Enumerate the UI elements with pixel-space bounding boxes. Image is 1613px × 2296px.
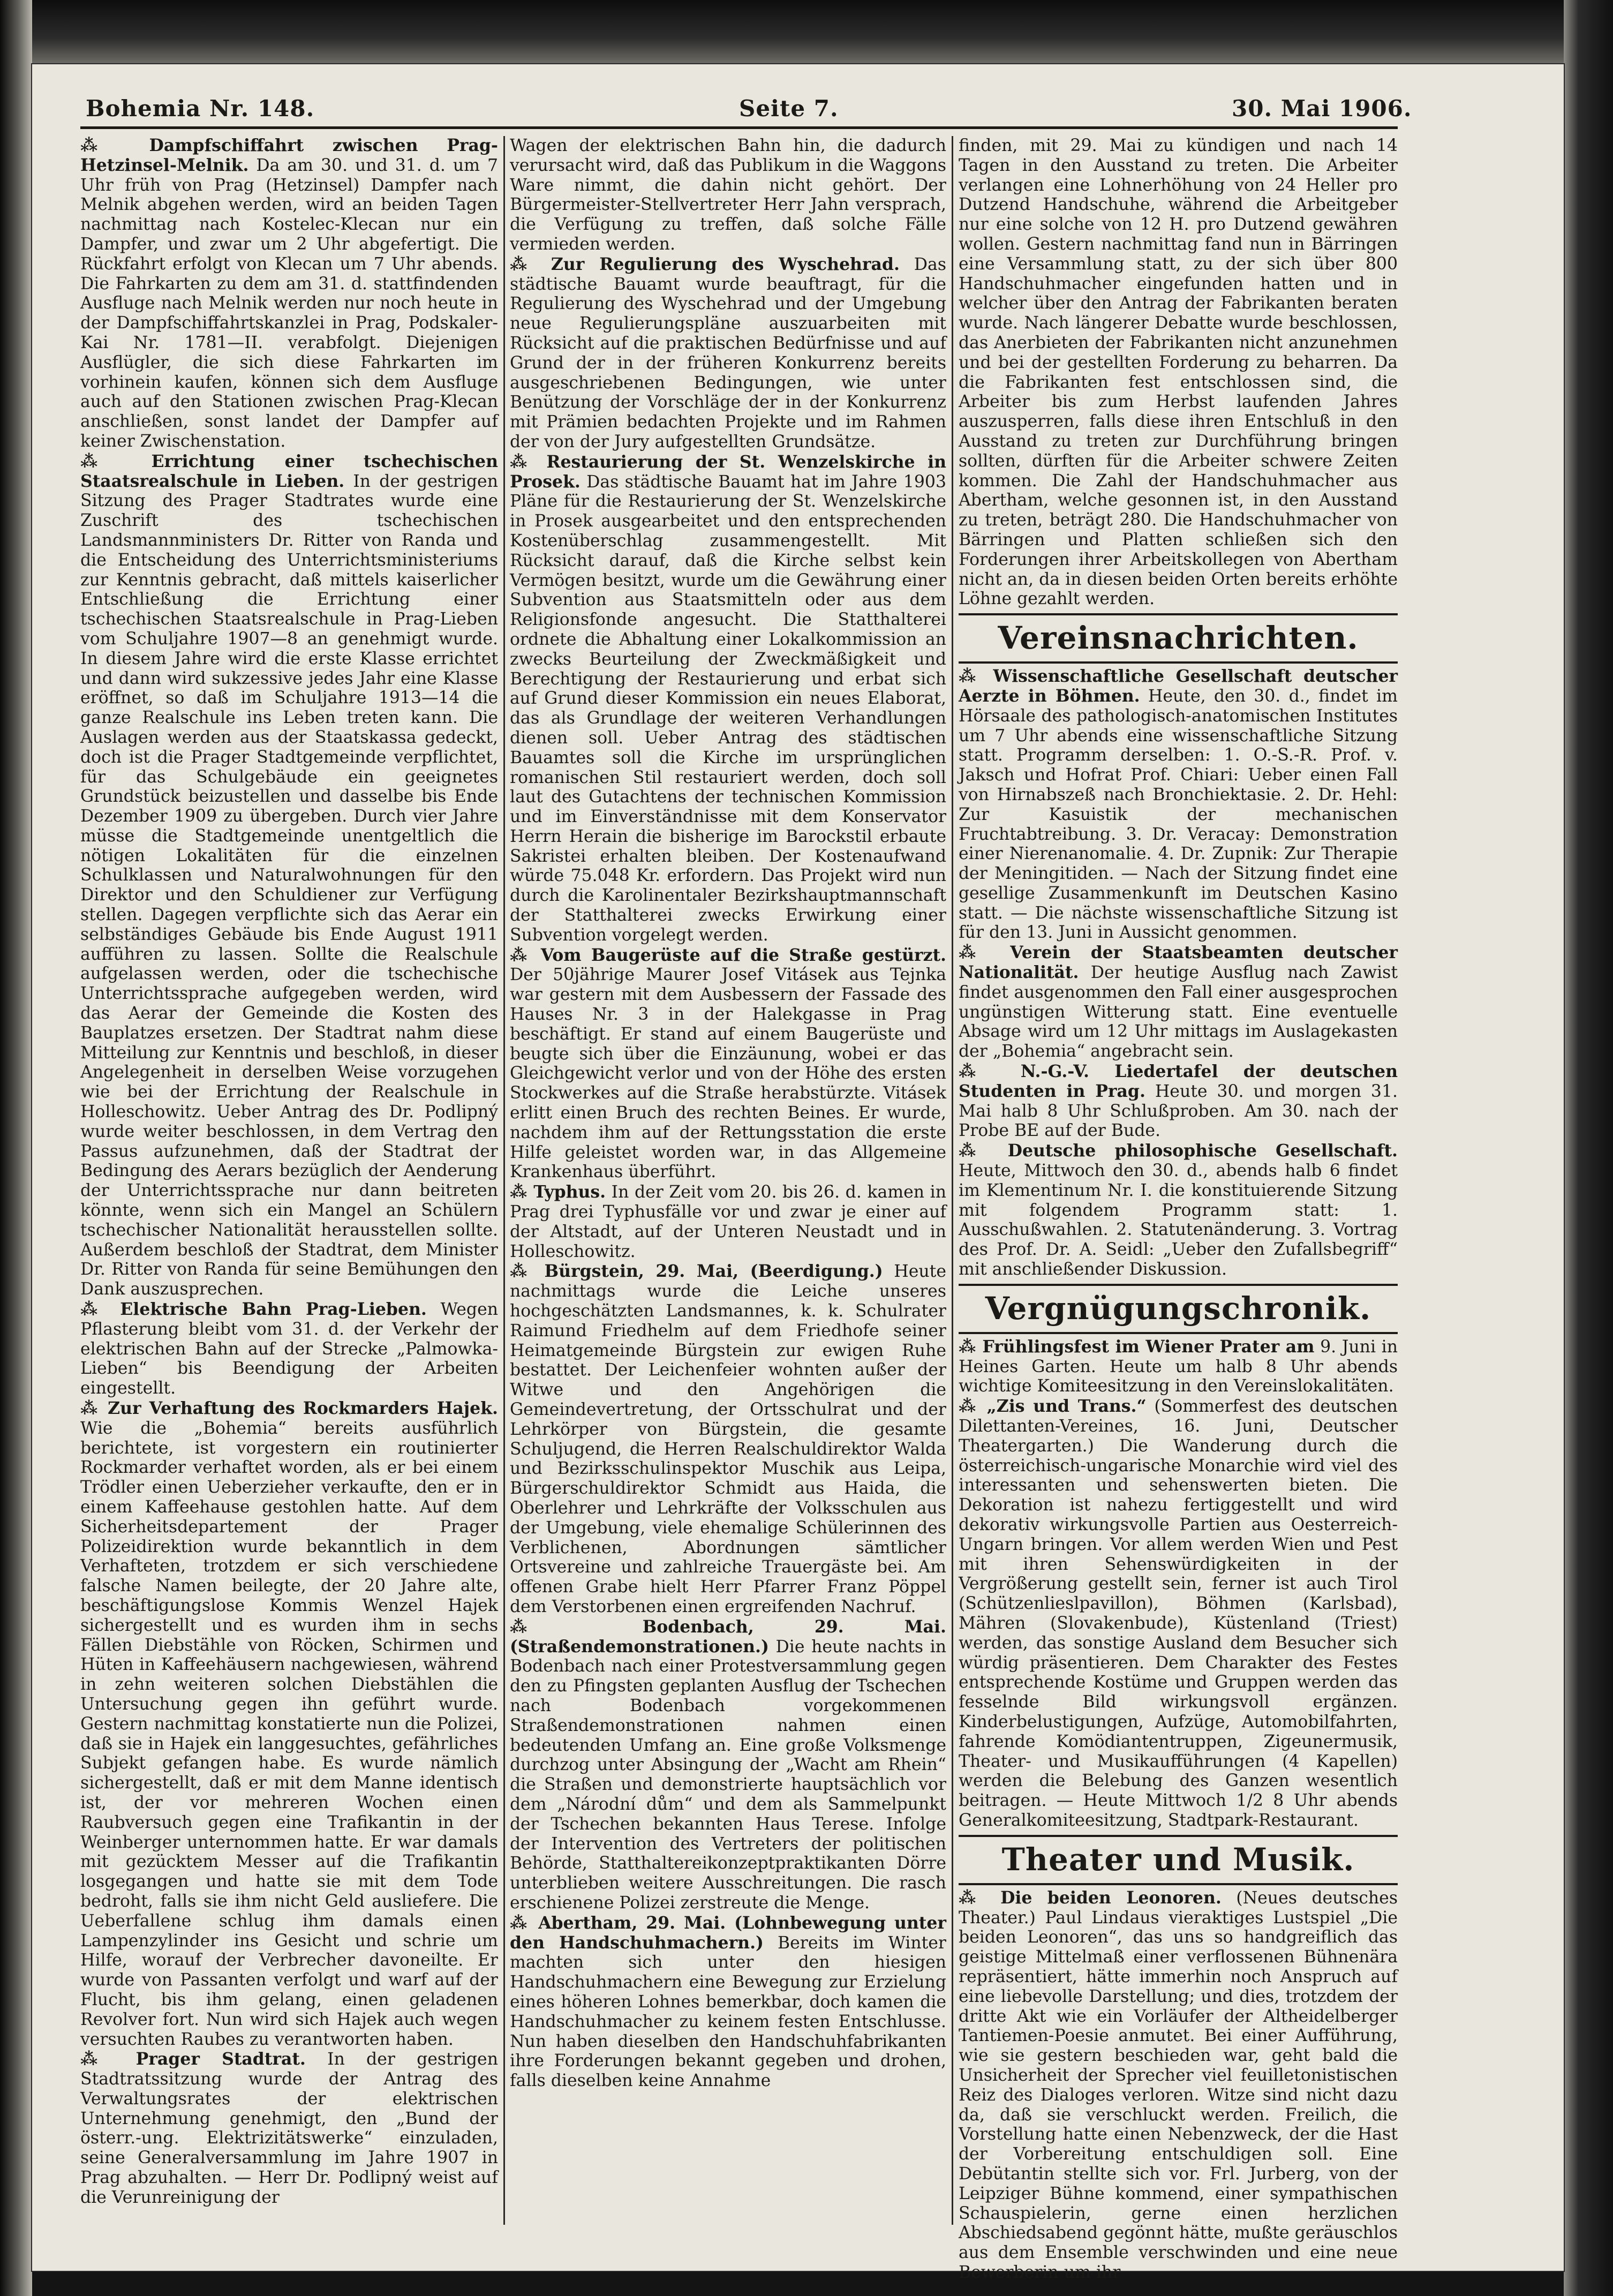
article-text: Das städtische Bauamt hat im Jahre 1903 Pläne für die Restaurierung der St. Wenzelskirche in Prosek ausgearbeitet und den entsprechenden Kostenüberschlag zusammengestellt. Mit Rücksicht darauf, daß die Kirche selbst kein Vermögen besitzt, wurde um die Gewährung einer Subvention aus Staatsmitteln oder aus dem Religionsfonde angesucht. Die Statthalterei ordnete die Abhaltung einer Lokalkommission an zwecks Beurteilung der Zweckmäßigkeit und Berechtigung der Restaurierung und erbat sich auf Grund dieser Kommission ein neues Elaborat, das als Grundlage der weiteren Verhandlungen dienen soll. Ueber Antrag des städtischen Bauamtes soll die Kirche im ursprünglichen romanischen Stil restauriert werden, doch soll laut des Gutachtens der technischen Kommission und im Einverständnisse mit dem Konservator Herrn Herain die bisherige im Barockstil erbaute Sakristei erhalten bleiben. Der Kostenaufwand würde 75.048 Kr. erfordern. Das Projekt wird nun durch die Karolinentaler Bezirkshauptmannschaft der Statthalterei zwecks Erwirkung einer Subvention vorgelegt werden. <box>510 472 946 945</box>
article-text: Wie die „Bohemia“ bereits ausführlich berichtete, ist vorgestern ein routinierter Rockmarder verhaftet worden, als er bei einem Trödler einen Ueberzieher verkaufte, den er in einem Kaffeehause gestohlen hatte. Auf dem Sicherheitsdepartement der Prager Polizeidirektion wurde bekanntlich in dem Verhafteten, trotzdem er sich verschiedene falsche Namen beilegte, der 20 Jahre alte, beschäftigungslose Kommis Wenzel Hajek sichergestellt und es wurden ihm in sechs Fällen Diebstähle von Röcken, Schirmen und Hüten in Kaffeehäusern nachgewiesen, während in zehn weiteren solchen Diebstählen die Untersuchung gegen ihn geführt wurde. Gestern nachmittag konstatierte nun die Polizei, daß sie in Hajek ein langgesuchtes, gefährliches Subjekt gefangen habe. Es wurde nämlich sichergestellt, daß er mit dem Manne identisch ist, der vor mehreren Wochen einen Raubversuch gegen eine Trafikantin in der Weinberger unternommen hatte. Er war damals mit gezücktem Messer auf die Trafikantin losgegangen und hatte sie mit dem Tode bedroht, falls sie ihm nicht Geld ausliefere. Die Ueberfallene schlug ihm damals einen Lampenzylinder ins Gesicht und schrie um Hilfe, worauf der Verbrecher davoneilte. Er wurde von Passanten verfolgt und warf auf der Flucht, bis ihm gelang, einen geladenen Revolver fort. Nun wird sich Hajek auch wegen versuchten Raubes zu verantworten haben. <box>80 1418 498 2049</box>
ornament-icon: ⁂ <box>80 451 152 471</box>
header-rule <box>80 126 1398 129</box>
article-text: Die heute nachts in Bodenbach nach einer Protestversammlung gegen den zu Pfingsten geplanten Ausflug der Tschechen nach Bodenbach vorgekommenen Straßendemonstrationen nahmen einen bedeutenden Umfang an. Eine große Volksmenge durchzog unter Absingung der „Wacht am Rhein“ die Straßen und demonstrierte hauptsächlich vor dem „Národní dům“ und dem als Sammelpunkt der Tschechen bekannten Haus Terese. Infolge der Intervention des Vertreters der politischen Behörde, Statthaltereikonzeptpraktikanten Dörre unterblieben weitere Ausschreitungen. Die rasch erschienene Polizei zerstreute die Menge. <box>510 1637 947 1913</box>
article <box>80 1300 498 1398</box>
article-title: Zur Regulierung des Wyschehrad. <box>551 254 900 274</box>
article-text: Wegen Pflasterung bleibt vom 31. d. der Verkehr der elektrischen Bahn auf der Strecke „Palmowka-Lieben“ bis Beendigung der Arbeiten eingestellt. <box>80 1300 498 1398</box>
ornament-icon: ⁂ <box>510 254 551 274</box>
article-title: Elektrische Bahn Prag-Lieben. <box>120 1299 427 1320</box>
article-text: Der heutige Ausflug nach Zawist findet ausgenommen den Fall einer ausgesprochen ungünstigen Witterung statt. Eine eventuelle Absage wird um 12 Uhr mittags im Auslagekasten der „Bohemia“ angebracht sein. <box>959 963 1398 1062</box>
article-text: finden, mit 29. Mai zu kündigen und nach 14 Tagen in den Ausstand zu treten. Die Arbeiter verlangen eine Lohnerhöhung von 24 Heller pro Dutzend Handschuhe, während die Arbeitgeber nur eine solche von 12 H. pro Dutzend gewähren wollen. Gestern nachmittag fand nun in Bärringen eine Versammlung statt, zu der sich über 800 Handschuhmacher eingefunden hatten und in welcher über den Antrag der Fabrikanten beraten wurde. Nach längerer Debatte wurde beschlossen, das Anerbieten der Fabrikanten nicht anzunehmen und bei der gestellten Forderung zu beharren. Da die Fabrikanten fest entschlossen sind, die Arbeiter bis zum Herbst laufenden Jahres auszusperren, falls diese ihren Entschluß in den Ausstand zu treten zur Durchführung bringen sollten, dürften für die Arbeiter schwere Zeiten kommen. Die Zahl der Handschuhmacher aus Abertham, welche gesonnen ist, in den Ausstand zu treten, beträgt 280. Die Handschuhmacher von Bärringen und Platten schließen sich den Forderungen ihrer Arbeitskollegen von Abertham nicht an, da in diesen beiden Orten bereits erhöhte Löhne gezahlt werden. <box>959 136 1398 609</box>
section-rule <box>959 1332 1398 1334</box>
article-text: Heute nachmittags wurde die Leiche unseres hochgeschätzten Landsmannes, k. k. Schulrater Raimund Friedhelm auf dem Friedhofe seiner Heimatgemeinde Bürgstein zur ewigen Ruhe bestattet. Der Leichenfeier wohnten außer der Witwe und den Angehörigen die Gemeindevertretung, der Ortsschulrat und der Lehrkörper von Bürgstein, die gesamte Schuljugend, die Herren Realschuldirektor Walda und Bezirksschulinspektor Muschik aus Leipa, Bürgerschuldirektor Schmidt aus Haida, die Oberlehrer und Lehrkräfte der Volksschulen aus der Umgebung, viele ehemalige Schülerinnen des Verblichenen, Abordnungen sämtlicher Ortsvereine und zahlreiche Trauergäste bei. Am offenen Grabe hielt Herr Pfarrer Franz Pöppel dem Verstorbenen einen ergreifenden Nachruf. <box>510 1262 946 1616</box>
article-title: Bodenbach, 29. Mai. (Straßendemonstrationen.) <box>510 1616 946 1657</box>
ornament-icon: ⁂ <box>959 666 993 687</box>
article-text: Da am 30. und 31. d. um 7 Uhr früh von Prag (Hetzinsel) Dampfer nach Melnik abgehen werden, wird an beiden Tagen nachmittag nach Kostelec-Klecan nur ein Dampfer, und zwar um 2 Uhr abgefertigt. Die Rückfahrt erfolgt von Klecan um 7 Uhr abends. Die Fahrkarten zu dem am 31. d. stattfindenden Ausfluge nach Melnik werden nur noch heute in der Dampfschiffahrtskanzlei in Prag, Podskaler-Kai Nr. 1781—II. verabfolgt. Diejenigen Ausflügler, die sich diese Fahrkarten im vorhinein kaufen, können sich dem Ausfluge auch auf den Stationen zwischen Prag-Klecan anschließen, sonst landet der Dampfer auf keiner Zwischenstation. <box>80 155 498 451</box>
article <box>510 255 946 452</box>
article <box>959 1888 1398 2283</box>
ornament-icon: ⁂ <box>510 1913 539 1933</box>
ornament-icon: ⁂ <box>959 1887 1001 1908</box>
article-text: Heute, den 30. d., findet im Hörsaale des pathologisch-anatomischen Institutes um 7 Uhr abends eine wissenschaftliche Sitzung statt. Programm derselben: 1. O.-S.-R. Prof. v. Jaksch und Hofrat Prof. Chiari: Ueber einen Fall von Hirnabszeß nach Bronchiektasie. 2. Dr. Hehl: Zur Kasuistik der mechanischen Fruchtabtreibung. 3. Dr. Veracay: Demonstration einer Nierenanomalie. 4. Dr. Zupnik: Zur Therapie der Meningitiden. — Nach der Sitzung findet eine gesellige Zusammenkunft im Deutschen Kasino statt. — Die nächste wissenschaftliche Sitzung ist für den 13. Juni in Aussicht genommen. <box>959 686 1398 943</box>
ornament-icon: ⁂ <box>510 1616 643 1637</box>
article-text: Das städtische Bauamt wurde beauftragt, für die Regulierung des Wyschehrad und der Umgebung neue Regulierungspläne auszuarbeiten mit Rücksicht auf die praktischen Bedürfnisse und auf Grund der in der früheren Konkurrenz bereits ausgeschriebenen Bedingungen, wie unter Benützung der Vorschläge der in der Konkurrenz mit Prämien bedachten Projekte und im Rahmen der von der Jury aufgestellten Grundsätze. <box>510 254 946 451</box>
article-title: Die beiden Leonoren. <box>1000 1887 1222 1908</box>
issue-date: 30. Mai 1906. <box>1232 95 1412 122</box>
scan-border-right <box>1564 0 1613 2296</box>
column-divider-1 <box>503 136 505 2225</box>
scan-border-top <box>0 0 1613 64</box>
ornament-icon: ⁂ <box>510 1261 545 1282</box>
article <box>80 452 498 1299</box>
ornament-icon: ⁂ <box>959 1396 987 1417</box>
article-title: Restaurierung der St. Wenzelskirche in Prosek. <box>510 451 946 492</box>
ornament-icon: ⁂ <box>510 1182 534 1202</box>
section-rule <box>959 661 1398 664</box>
ornament-icon: ⁂ <box>959 943 1011 963</box>
article <box>510 136 946 254</box>
article-text: In der gestrigen Stadtratssitzung wurde der Antrag des Verwaltungsrates der elektrischen Unternehmung genehmigt, den „Bund der österr.-ung. Elektrizitätswerke“ einzuladen, seine Generalversammlung im Jahre 1907 in Prag abzuhalten. — Herr Dr. Podlipný weist auf die Verunreinigung der <box>80 2050 498 2207</box>
section-heading-theater-und-musik: Theater und Musik. <box>1001 1841 1355 1878</box>
article <box>959 1337 1398 1396</box>
section-rule <box>959 1883 1398 1885</box>
ornament-icon: ⁂ <box>959 1336 983 1357</box>
article-title: Errichtung einer tschechischen Staatsrealschule in Lieben. <box>80 451 498 491</box>
article-text: In der gestrigen Sitzung des Prager Stadtrates wurde eine Zuschrift des tschechischen Landsmannministers Dr. Ritter von Randa und die Entscheidung des Unterrichtsministeriums zur Kenntnis gebracht, daß mittels kaiserlicher Entschließung die Errichtung einer tschechischen Staatsrealschule in Prag-Lieben vom Schuljahre 1907—8 an genehmigt wurde. In diesem Jahre wird die erste Klasse errichtet und dann wird sukzessive jedes Jahr eine Klasse eröffnet, so daß im Schuljahre 1913—14 die ganze Realschule ins Leben treten kann. Die Auslagen werden aus der Staatskassa gedeckt, doch ist die Prager Stadtgemeinde verpflichtet, für das Schulgebäude ein geeignetes Grundstück beizustellen und dasselbe bis Ende Dezember 1909 zu übergeben. Durch vier Jahre müsse die Stadtgemeinde unentgeltlich die nötigen Lokalitäten für die einzelnen Schulklassen und Naturalwohnungen für den Direktor und den Schuldiener zur Verfügung stellen. Dagegen verpflichte sich das Aerar ein selbständiges Gebäude bis Ende August 1911 aufführen zu lassen. Sollte die Realschule aufgelassen werden, oder die tschechische Unterrichtssprache aufgegeben werden, wird das Aerar der Gemeinde die Kosten des Bauplatzes ersetzen. Der Stadtrat nahm diese Mitteilung zur Kenntnis und beschloß, in dieser Angelegenheit in derselben Weise vorzugehen wie bei der Errichtung der Realschule in Holleschowitz. Ueber Antrag des Dr. Podlipný wurde weiter beschlossen, in dem Vertrag den Passus aufzunehmen, daß der Stadtrat der Bedingung des Aerars bezüglich der Aenderung der Unterrichtssprache nur dann beitreten könnte, wenn sich ein Mangel an Schülern tschechischer Nationalität herausstellen sollte. Außerdem beschloß der Stadtrat, dem Minister Dr. Ritter von Randa für seine Bemühungen den Dank auszusprechen. <box>80 471 498 1299</box>
section-heading-vereinsnachrichten: Vereinsnachrichten. <box>998 620 1359 657</box>
article-title: „Zis und Trans.“ <box>986 1396 1147 1417</box>
page-number: Seite 7. <box>739 95 839 122</box>
section-rule <box>959 1284 1398 1286</box>
article-title: Abertham, 29. Mai. (Lohnbewegung unter den Handschuhmachern.) <box>510 1913 946 1953</box>
article-text: Heute, Mittwoch den 30. d., abends halb 6 findet im Klementinum Nr. I. die konstituierende Sitzung mit folgendem Programm statt: 1. Ausschußwahlen. 2. Statutenänderung. 3. Vortrag des Prof. Dr. A. Seidl: „Ueber den Zufallsbegriff“ mit anschließender Diskussion. <box>959 1161 1398 1279</box>
ornament-icon: ⁂ <box>80 1398 108 1418</box>
article <box>510 1183 946 1261</box>
ornament-icon: ⁂ <box>510 451 547 472</box>
article-text: (Sommerfest des deutschen Dilettanten-Vereines, 16. Juni, Deutscher Theatergarten.) Die Wanderung durch die österreichisch-ungarische Monarchie wird viel des interessanten und sehenswerten bieten. Die Dekoration ist nahezu fertiggestellt und wird dekorativ wirkungsvolle Partien aus Oesterreich-Ungarn bringen. Vor allem werden Wien und Pest mit ihren Sehenswürdigkeiten in der Vergrößerung gestellt sein, ferner ist auch Tirol (Schützenlieslpavillon), Böhmen (Karlsbad), Mähren (Slovakenbude), Küstenland (Triest) werden, das sonstige Ausland dem Besucher sich würdig präsentieren. Dem Charakter des Festes entsprechende Kostüme und Gruppen werden das fesselnde Bild wirkungsvoll ergänzen. Kinderbelustigungen, Aufzüge, Automobilfahrten, fahrende Komödiantentruppen, Zigeunermusik, Theater- und Musikaufführungen (4 Kapellen) werden die Belebung des Ganzen wesentlich beitragen. — Heute Mittwoch 1/2 8 Uhr abends Generalkomiteesitzung, Stadtpark-Restaurant. <box>959 1397 1398 1830</box>
article-text: (Neues deutsches Theater.) Paul Lindaus vieraktiges Lustspiel „Die beiden Leonoren“, das uns so handgreiflich das geistige Mittelmaß einer verflossenen Bühnenära repräsentiert, hätte immerhin noch Anspruch auf eine liebevolle Darstellung; und dies, trotzdem der dritte Akt wie ein Vorläufer der Altheidelberger Tantiemen-Poesie anmutet. Bei einer Aufführung, wie sie gestern beschieden war, geht bald die Unsicherheit der Sprecher viel feuilletonistischen Reiz des Dialoges verloren. Witze sind nicht dazu da, daß sie verschluckt werden. Freilich, die Vorstellung hatte einen Nebenzweck, der die Hast der Vorbereitung entschuldigen soll. Eine Debütantin stellte sich vor. Frl. Jurberg, von der Leipziger Bühne kommend, einer sympathischen Schauspielerin, gerne einen herzlichen Abschiedsabend gegönnt hätte, mußte geräuschlos aus dem Ensemble verschwinden und eine neue Bewerberin um ihr <box>959 1888 1398 2282</box>
article-title: Deutsche philosophische Gesellschaft. <box>1007 1141 1398 1161</box>
article <box>959 667 1398 943</box>
ornament-icon: ⁂ <box>959 1062 1021 1082</box>
article-text: In der Zeit vom 20. bis 26. d. kamen in Prag drei Typhusfälle vor und zwar je einer auf der Altstadt, auf der Unteren Neustadt und in Holleschowitz. <box>510 1183 946 1261</box>
article <box>80 1399 498 2049</box>
article-title: Wissenschaftliche Gesellschaft deutscher Aerzte in Böhmen. <box>959 666 1398 706</box>
article <box>959 1397 1398 1831</box>
column-2 <box>510 136 946 2091</box>
article <box>959 943 1398 1062</box>
article-list <box>80 136 498 2208</box>
article <box>510 1262 946 1616</box>
column-3 <box>959 136 1398 2283</box>
column-1 <box>80 136 498 2208</box>
ornament-icon: ⁂ <box>510 945 541 965</box>
article <box>510 946 946 1183</box>
article <box>510 1914 946 2091</box>
article <box>510 453 946 945</box>
section-rule <box>959 1835 1398 1837</box>
article-list <box>959 667 1398 1279</box>
article-list <box>959 1888 1398 2283</box>
masthead-issue: Bohemia Nr. 148. <box>86 95 315 122</box>
article-title: Verein der Staatsbeamten deutscher Nationalität. <box>959 943 1398 983</box>
article-text: Wagen der elektrischen Bahn hin, die dadurch verursacht wird, daß das Publikum in die Waggons Ware nimmt, die dahin nicht gehört. Der Bürgermeister-Stellvertreter Herr Jahn versprach, die Verfügung zu treffen, daß solche Fälle vermieden werden. <box>510 136 946 254</box>
article-title: Vom Baugerüste auf die Straße gestürzt. <box>540 945 946 965</box>
article-text: Bereits im Winter machten sich unter den hiesigen Handschuhmachern eine Bewegung zur Erzielung eines höheren Lohnes bemerkbar, doch kamen die Handschuhmacher zu keinem festen Entschlusse. Nun haben dieselben den Handschuhfabrikanten ihre Forderungen bekannt gegeben und drohen, falls dieselben keine Annahme <box>510 1933 946 2091</box>
ornament-icon: ⁂ <box>80 135 149 155</box>
section-heading-vergnuegungschronik: Vergnügungschronik. <box>985 1290 1371 1327</box>
article <box>959 136 1398 609</box>
article-text: 9. Juni in Heines Garten. Heute um halb 8 Uhr abends wichtige Komiteesitzung in den Vereinslokalitäten. <box>959 1337 1398 1396</box>
article-text: Der 50jährige Maurer Josef Vitásek aus Tejnka war gestern mit dem Ausbessern der Fassade des Hauses Nr. 3 in der Halekgasse in Prag beschäftigt. Er stand auf einem Baugerüste und beugte sich über die Einzäunung, wobei er das Gleichgewicht verlor und von der Höhe des ersten Stockwerkes auf die Straße herabstürzte. Vitásek erlitt einen Bruch des rechten Beines. Er wurde, nachdem ihm auf der Rettungsstation die erste Hilfe geleistet worden war, in das Allgemeine Krankenhaus überführt. <box>510 965 946 1182</box>
ornament-icon: ⁂ <box>80 2049 136 2069</box>
article-title: Frühlingsfest im Wiener Prater am <box>982 1336 1315 1357</box>
column-divider-2 <box>952 136 953 2225</box>
section-rule <box>959 613 1398 615</box>
article-list <box>959 136 1398 609</box>
article <box>510 1617 946 1913</box>
article <box>80 136 498 451</box>
article-title: N.-G.-V. Liedertafel der deutschen Studenten in Prag. <box>959 1062 1398 1101</box>
article-title: Zur Verhaftung des Rockmarders Hajek. <box>108 1398 498 1418</box>
article-title: Prager Stadtrat. <box>135 2049 306 2069</box>
article-list <box>510 136 946 2091</box>
article-title: Typhus. <box>533 1182 606 1202</box>
article-list <box>959 1337 1398 1831</box>
article-title: Bürgstein, 29. Mai, (Beerdigung.) <box>544 1261 883 1282</box>
ornament-icon: ⁂ <box>80 1299 120 1320</box>
article <box>959 1141 1398 1279</box>
article-title: Dampfschiffahrt zwischen Prag-Hetzinsel-Melnik. <box>80 135 498 175</box>
ornament-icon: ⁂ <box>959 1141 1008 1161</box>
scan-border-left <box>0 0 32 2296</box>
article <box>80 2050 498 2207</box>
article-text: Heute 30. und morgen 31. Mai halb 8 Uhr Schlußproben. Am 30. nach der Probe BE auf der Bude. <box>959 1081 1398 1141</box>
article <box>959 1062 1398 1141</box>
